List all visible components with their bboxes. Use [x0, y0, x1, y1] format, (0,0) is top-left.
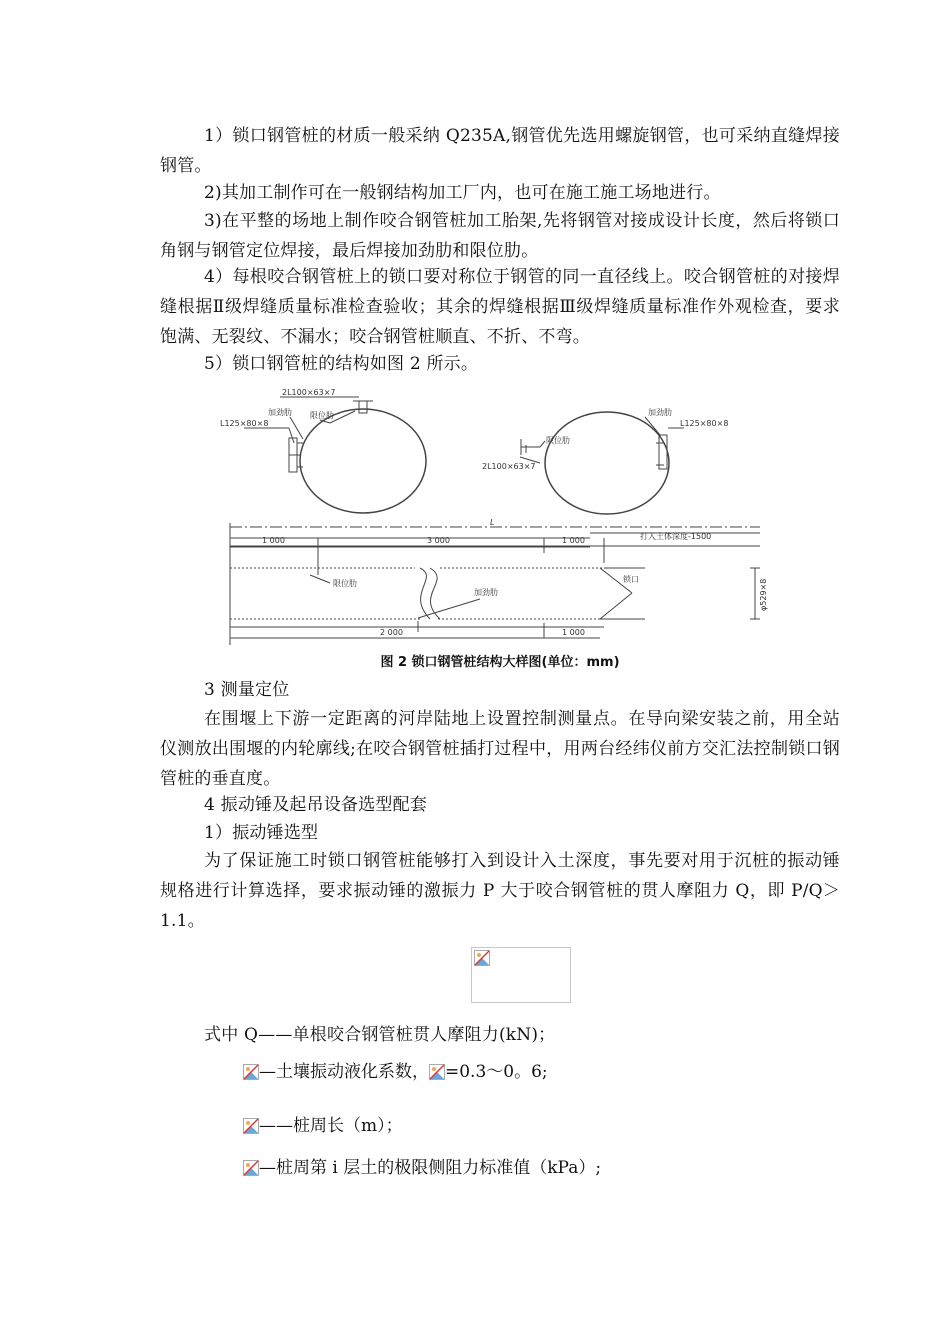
label-limit-right: 限位肋: [546, 436, 570, 445]
broken-image-icon: [243, 1159, 259, 1175]
broken-image-icon: [474, 950, 490, 966]
right-pipe-circle: [545, 412, 669, 514]
paragraph-2: 2)其加工制作可在一般钢结构加工厂内，也可在施工施工场地进行。: [204, 183, 721, 203]
label-stiff-rib: 加劲肋: [474, 588, 498, 597]
label-dim-3000: 3 000: [427, 536, 450, 545]
definition-1-text-a: —土壤振动液化系数，: [259, 1062, 429, 1082]
label-angle-left: L125×80×8: [220, 419, 269, 428]
broken-image-icon: [429, 1063, 445, 1079]
broken-image-icon: [243, 1063, 259, 1079]
label-depth: 打入土体深度-1500: [640, 532, 712, 541]
label-limit-rib: 限位肋: [333, 579, 357, 588]
label-angle-right: L125×80×8: [680, 419, 729, 428]
figure-caption: 图 2 锁口钢管桩结构大样图(单位：mm): [380, 655, 620, 670]
label-angle-top: 2L100×63×7: [282, 388, 336, 397]
label-dim-1000b: 1 000: [562, 536, 585, 545]
paragraph-4: 4）每根咬合钢管桩上的锁口要对称位于钢管的同一直径线上。咬合钢管桩的对接焊缝根据Ⅱ级焊缝质量标准检查验收；其余的焊缝根据Ⅲ级焊缝质量标准作外观检查，要求饱满、无裂纹、不漏水；咬合钢管桩顺直、不折、不弯。: [160, 267, 840, 347]
label-length: L: [490, 518, 495, 527]
formula-image-placeholder: [471, 947, 571, 1003]
label-angle-bottom: 2L100×63×7: [482, 462, 536, 471]
paragraph-1: 1）锁口钢管桩的材质一般采纳 Q235A,钢管优先选用螺旋钢管，也可采纳直缝焊接钢管。: [160, 126, 840, 176]
left-pipe-circle: [300, 409, 426, 513]
definition-3-text: —桩周第 i 层土的极限侧阻力标准值（kPa）;: [259, 1158, 602, 1178]
label-dim-1000c: 1 000: [562, 628, 585, 637]
section-4-body: 为了保证施工时锁口钢管桩能够打入到设计入土深度，事先要对用于沉桩的振动锤规格进行计算选择，要求振动锤的激振力 P 大于咬合钢管桩的贯人摩阻力 Q，即 P/Q＞1.1。: [160, 851, 840, 931]
definition-3: [243, 1156, 601, 1180]
label-stiff-right: 加劲肋: [648, 408, 672, 417]
definition-1-text-b: =0.3～0。6;: [445, 1062, 548, 1082]
section-4-title: 4 振动锤及起吊设备选型配套: [204, 795, 428, 815]
definition-2-text: ——桩周长（m）；: [259, 1116, 403, 1136]
label-diameter: φ529×8: [759, 578, 768, 611]
pipe-pile-figure: [190, 383, 780, 648]
section-3-title: 3 测量定位: [204, 680, 290, 700]
label-limit-left: 限位肋: [310, 411, 334, 420]
paragraph-5: 5）锁口钢管桩的结构如图 2 所示。: [204, 354, 479, 374]
label-dim-1000a: 1 000: [262, 536, 285, 545]
label-stiff-left: 加劲肋: [268, 408, 292, 417]
formula-where-q: 式中 Q——单根咬合钢管桩贯人摩阻力(kN)；: [204, 1025, 556, 1045]
definition-2: [243, 1114, 403, 1138]
broken-image-icon: [243, 1117, 259, 1133]
paragraph-3: 3)在平整的场地上制作咬合钢管桩加工胎架,先将钢管对接成设计长度，然后将锁口角钢与钢管定位焊接，最后焊接加劲肋和限位肋。: [160, 211, 840, 261]
label-lock: 锁口: [623, 575, 639, 584]
definition-1: [243, 1060, 548, 1084]
section-3-body: 在围堰上下游一定距离的河岸陆地上设置控制测量点。在导向梁安装之前，用全站仪测放出围堰的内轮廓线;在咬合钢管桩插打过程中，用两台经纬仪前方交汇法控制锁口钢管桩的垂直度。: [160, 709, 840, 789]
section-4-subtitle: 1）振动锤选型: [204, 823, 319, 843]
label-dim-2000: 2 000: [380, 628, 403, 637]
